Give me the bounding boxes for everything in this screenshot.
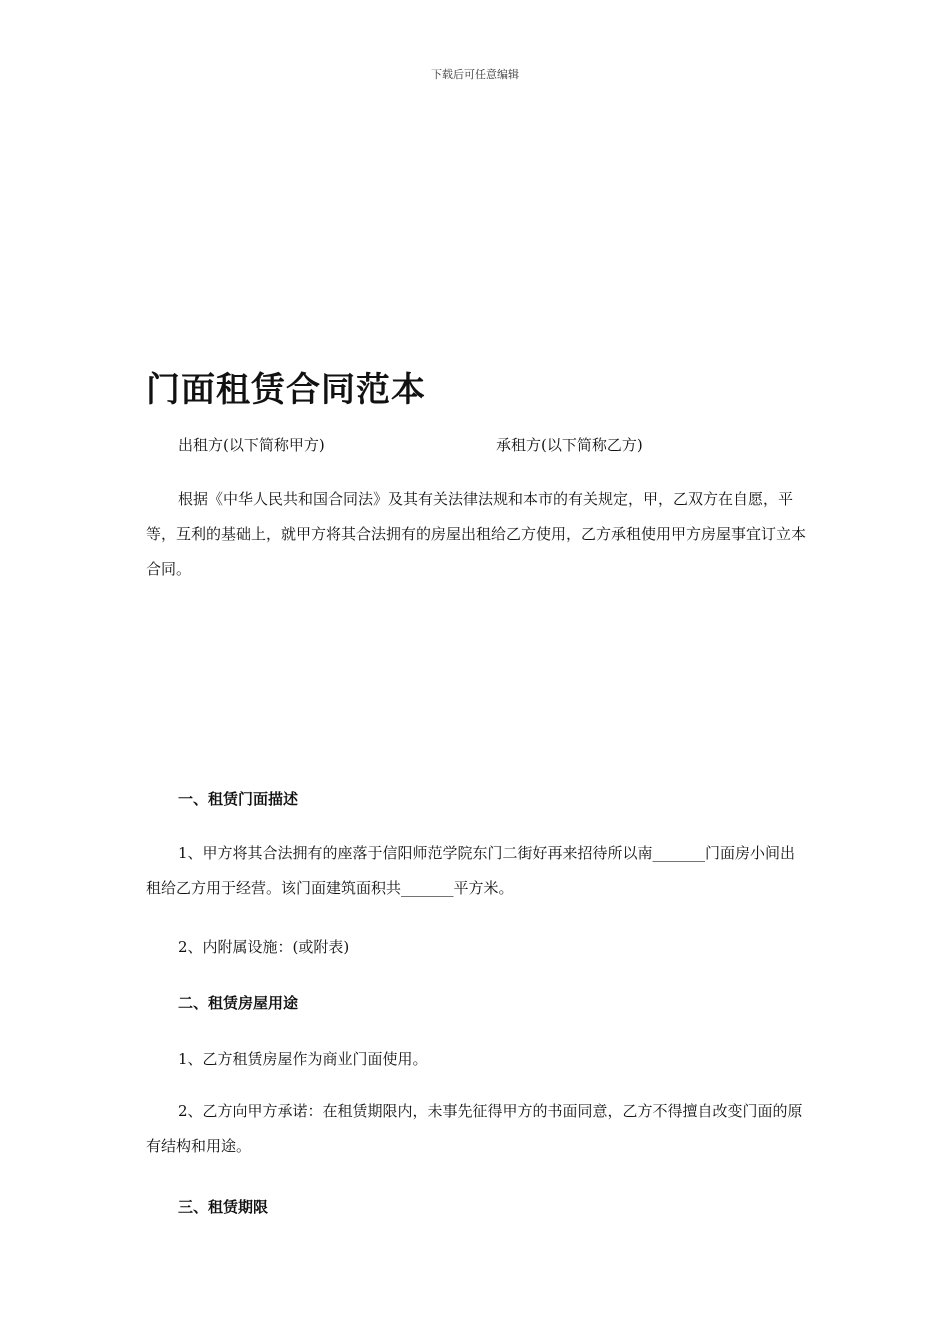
section-heading-3: 三、租赁期限 bbox=[178, 1198, 269, 1216]
section-heading-1: 一、租赁门面描述 bbox=[178, 790, 299, 808]
section-1-item-1 bbox=[146, 836, 810, 906]
section-1-item-2: 2、内附属设施：(或附表) bbox=[178, 938, 350, 956]
header-note: 下载后可任意编辑 bbox=[431, 68, 519, 81]
preamble-paragraph bbox=[146, 482, 810, 587]
document-title: 门面租赁合同范本 bbox=[146, 370, 426, 410]
lessor-label: 出租方(以下简称甲方) bbox=[178, 436, 325, 454]
section-heading-2: 二、租赁房屋用途 bbox=[178, 994, 299, 1012]
item-text: 1、甲方将其合法拥有的座落于信阳师范学院东门二街好再来招待所以南_______门面房小间出租给乙方用于经营。该门面建筑面积共_______平方米。 bbox=[146, 844, 796, 897]
lessee-label: 承租方(以下简称乙方) bbox=[496, 436, 643, 454]
section-2-item-1: 1、乙方租赁房屋作为商业门面使用。 bbox=[178, 1050, 428, 1068]
item-text: 2、乙方向甲方承诺：在租赁期限内，未事先征得甲方的书面同意，乙方不得擅自改变门面的原有结构和用途。 bbox=[146, 1102, 803, 1155]
section-2-item-2 bbox=[146, 1094, 810, 1164]
preamble-text: 根据《中华人民共和国合同法》及其有关法律法规和本市的有关规定，甲，乙双方在自愿，平等，互利的基础上，就甲方将其合法拥有的房屋出租给乙方使用，乙方承租使用甲方房屋事宜订立本合同。 bbox=[146, 490, 807, 578]
